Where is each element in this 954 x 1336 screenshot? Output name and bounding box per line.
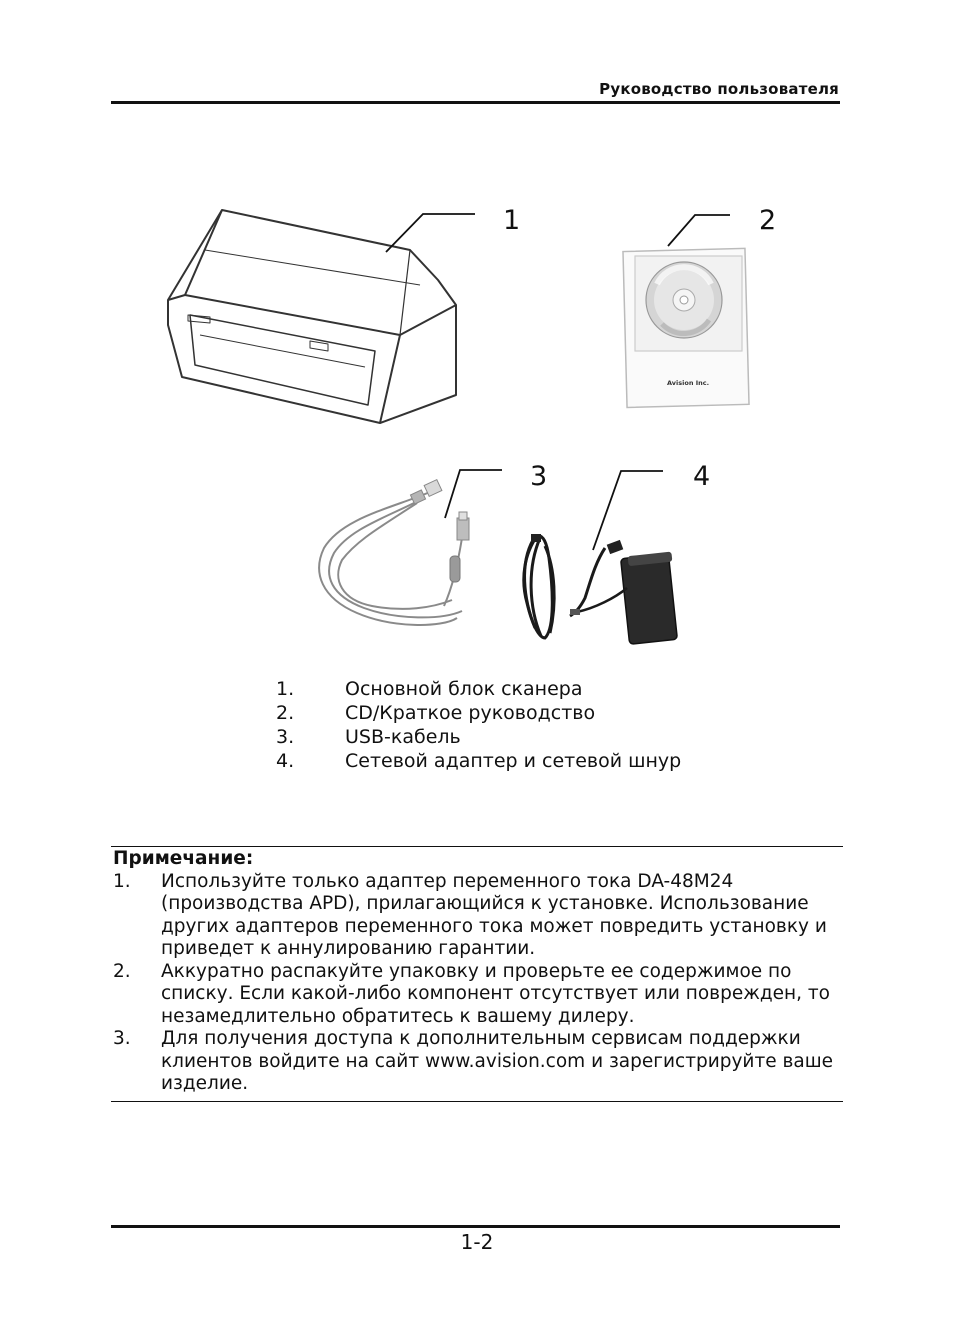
list-item-number: 4. bbox=[276, 750, 295, 772]
note-item bbox=[113, 871, 842, 961]
package-items-list bbox=[276, 677, 681, 773]
callout-number-2: 2 bbox=[759, 205, 777, 236]
note-item-text: Используйте только адаптер переменного тока DA-48M24 (производства APD), прилагающийся к установке. Использование других адаптеров переменного тока может повредить установку и приведет к аннулированию гарантии. bbox=[161, 870, 827, 959]
list-item bbox=[276, 701, 681, 725]
list-item bbox=[276, 749, 681, 773]
note-item-number: 2. bbox=[113, 960, 131, 982]
note-title: Примечание: bbox=[113, 848, 254, 869]
note-box bbox=[113, 848, 842, 1096]
note-item-text: Аккуратно распакуйте упаковку и проверьте ее содержимое по списку. Если какой-либо компонент отсутствует или поврежден, то незамедлительно обратитесь к вашему дилеру. bbox=[161, 960, 830, 1027]
list-item-label: CD/Краткое руководство bbox=[345, 702, 596, 724]
list-item-label: Сетевой адаптер и сетевой шнур bbox=[345, 750, 682, 772]
page-number: 1-2 bbox=[460, 1230, 494, 1254]
list-item bbox=[276, 725, 681, 749]
list-item-label: Основной блок сканера bbox=[345, 678, 583, 700]
note-top-rule bbox=[111, 846, 843, 847]
cd-booklet-label: Avision Inc. bbox=[667, 379, 710, 387]
running-header: Руководство пользователя bbox=[599, 80, 839, 98]
callout-number-4: 4 bbox=[693, 461, 711, 492]
footer-rule bbox=[111, 1225, 840, 1228]
list-item-number: 1. bbox=[276, 678, 295, 700]
note-item-number: 1. bbox=[113, 870, 131, 892]
list-item-label: USB-кабель bbox=[345, 726, 461, 748]
callout-number-1: 1 bbox=[503, 205, 521, 236]
note-bottom-rule bbox=[111, 1101, 843, 1102]
list-item-number: 2. bbox=[276, 702, 295, 724]
note-item bbox=[113, 961, 842, 1029]
leader-line-4 bbox=[593, 471, 663, 550]
note-item-text: Для получения доступа к дополнительным сервисам поддержки клиентов войдите на сайт www.avision.com и зарегистрируйте ваше изделие. bbox=[161, 1028, 834, 1094]
leader-line-3 bbox=[445, 470, 502, 518]
note-item bbox=[113, 1028, 842, 1096]
leader-line-1 bbox=[386, 214, 475, 252]
callout-number-3: 3 bbox=[530, 461, 548, 492]
list-item bbox=[276, 677, 681, 701]
leader-line-2 bbox=[668, 215, 730, 246]
note-item-number: 3. bbox=[113, 1028, 131, 1049]
list-item-number: 3. bbox=[276, 726, 295, 748]
